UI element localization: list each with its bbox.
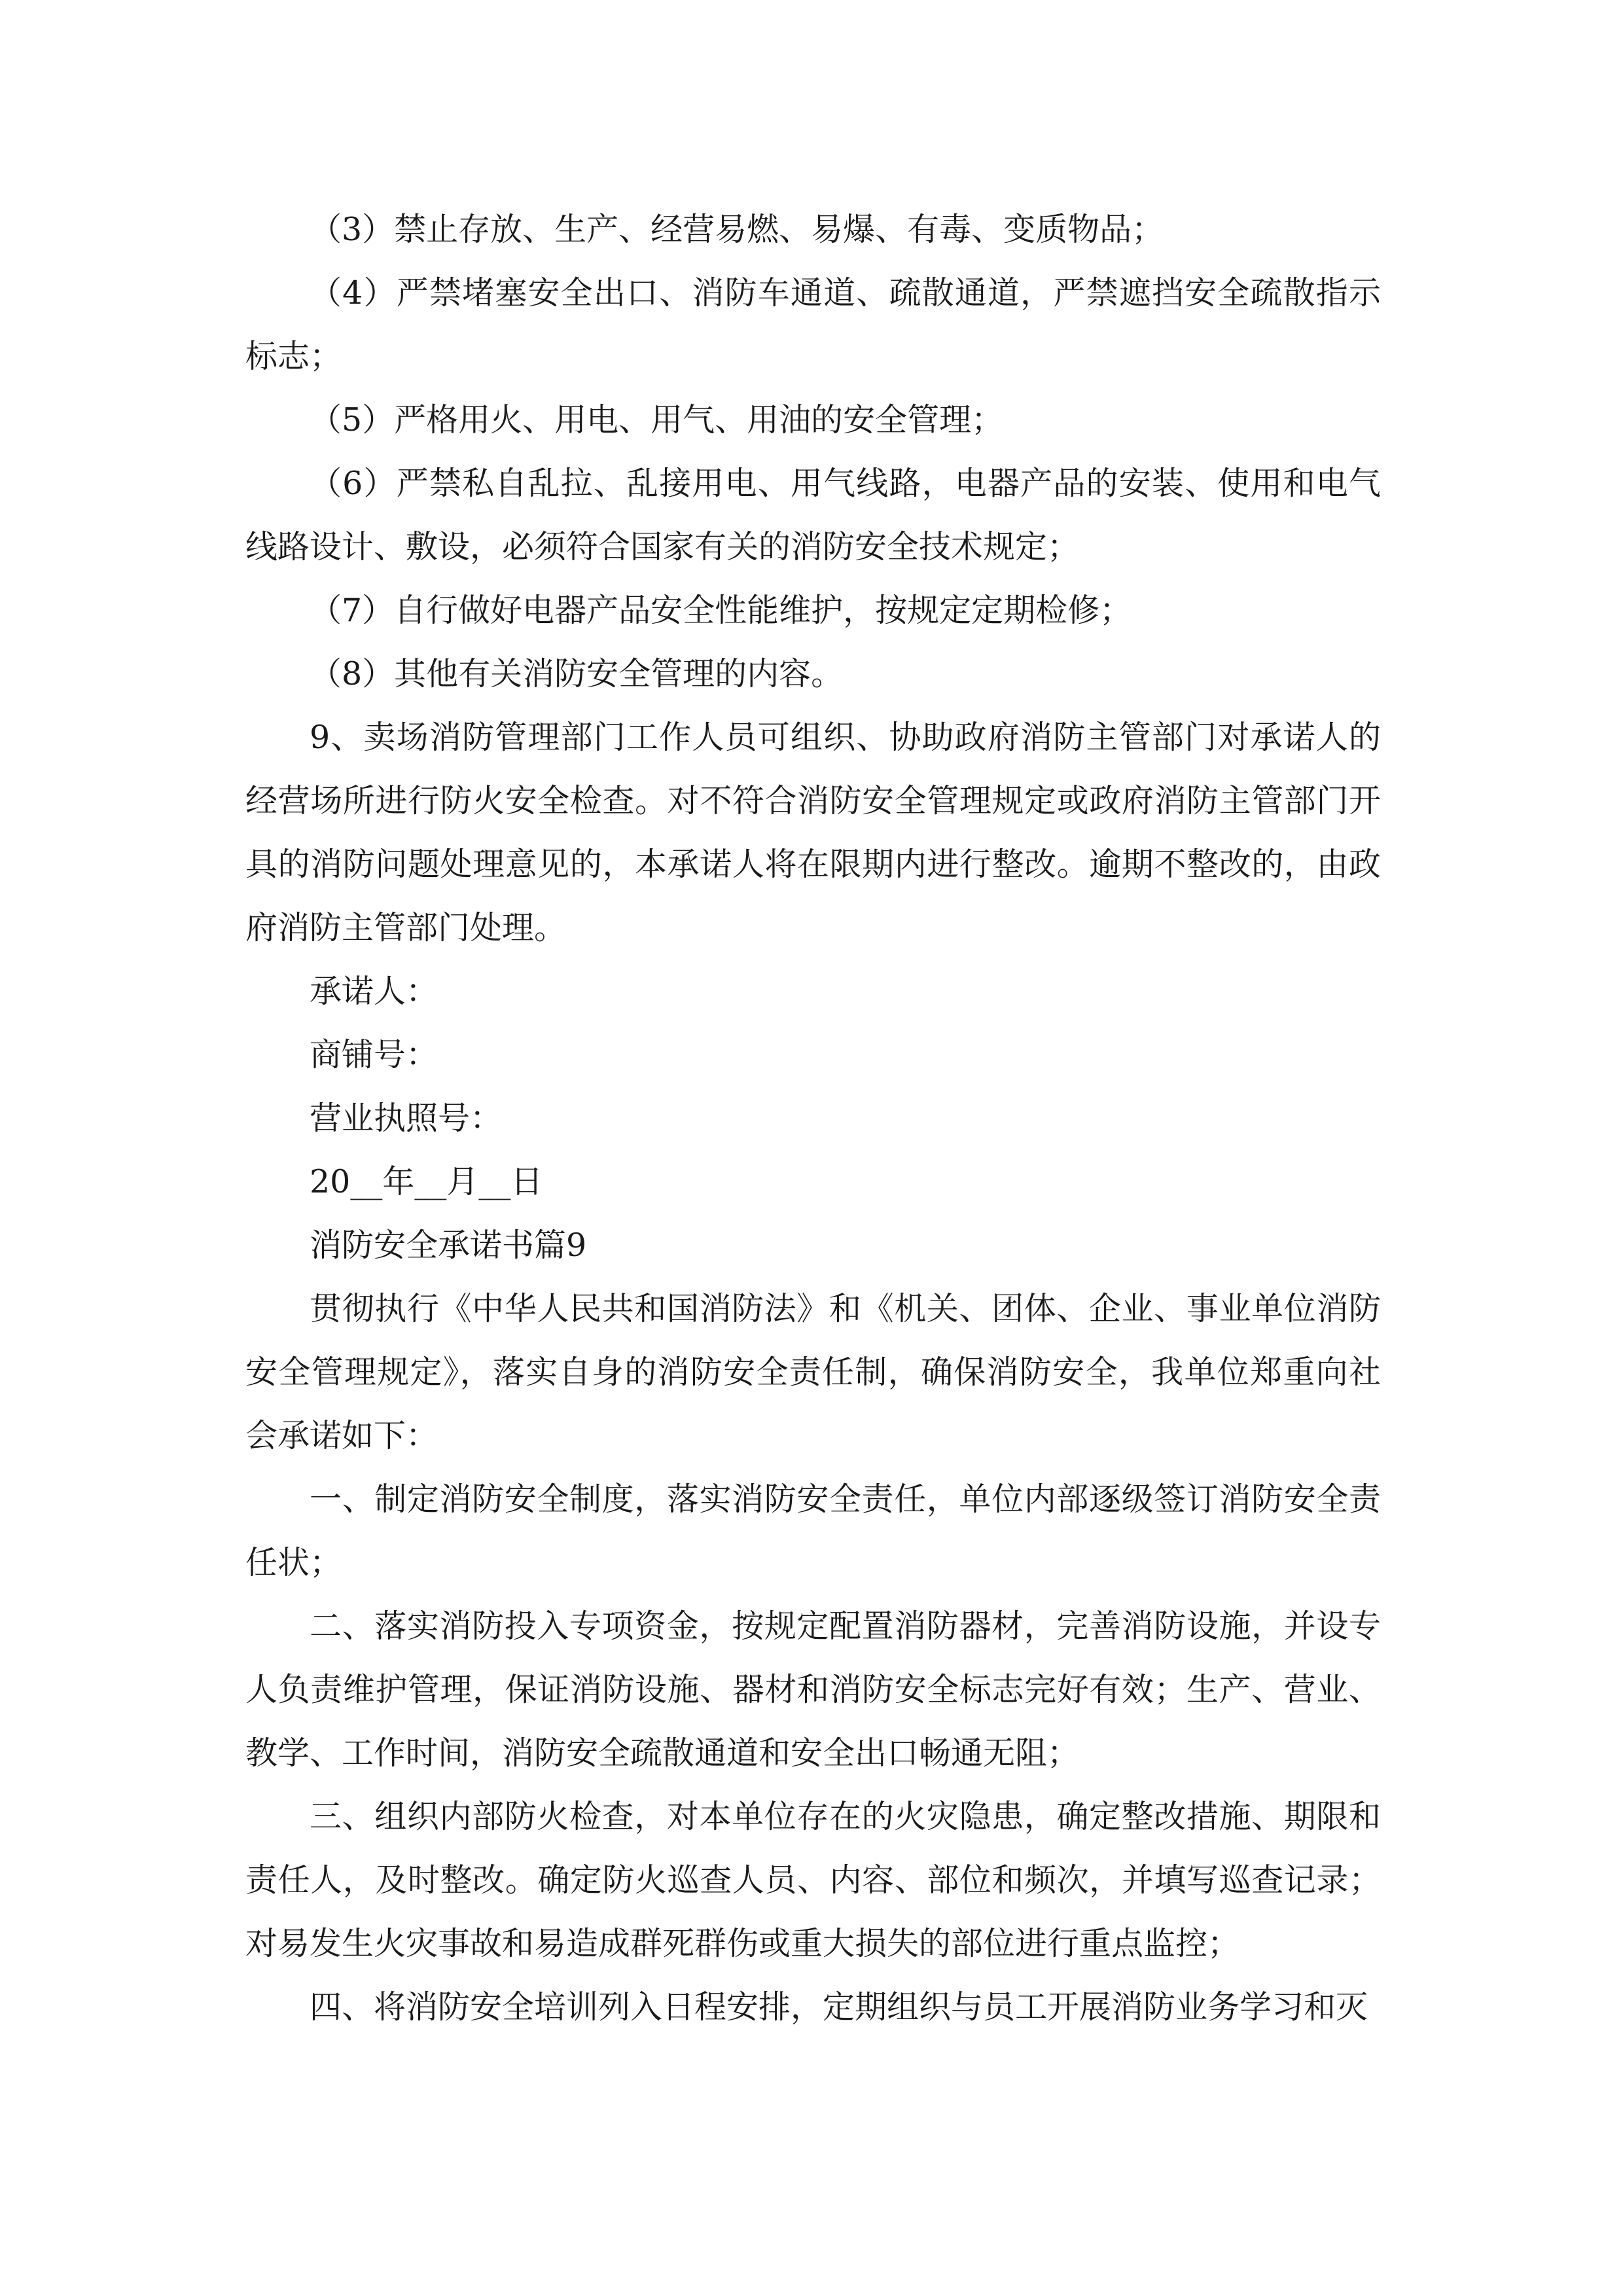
signature-date: 20__年__月__日: [310, 1163, 543, 1200]
signature-promisor: 承诺人：: [310, 973, 438, 1010]
section-title: 消防安全承诺书篇9: [310, 1227, 587, 1264]
paragraph-item-8: （8）其他有关消防安全管理的内容。: [310, 655, 844, 692]
paragraph-item-7: （7）自行做好电器产品安全性能维护，按规定定期检修；: [310, 592, 1132, 629]
paragraph-intro: 贯彻执行《中华人民共和国消防法》和《机关、团体、企业、事业单位消防安全管理规定》，落实自身的消防安全责任制，确保消防安全，我单位郑重向社会承诺如下：: [245, 1290, 1381, 1454]
paragraph-point-4: 四、将消防安全培训列入日程安排，定期组织与员工开展消防业务学习和灭: [310, 1988, 1368, 2026]
paragraph-point-3: 三、组织内部防火检查，对本单位存在的火灾隐患，确定整改措施、期限和责任人，及时整改。确定防火巡查人员、内容、部位和频次，并填写巡查记录；对易发生火灾事故和易造成群死群伤或重大损失的部位进行重点监控；: [245, 1798, 1381, 1962]
signature-business-license: 营业执照号：: [310, 1100, 503, 1137]
paragraph-item-3: （3）禁止存放、生产、经营易燃、易爆、有毒、变质物品；: [310, 211, 1164, 248]
paragraph-point-2: 二、落实消防投入专项资金，按规定配置消防器材，完善消防设施，并设专人负责维护管理，保证消防设施、器材和消防安全标志完好有效；生产、营业、教学、工作时间，消防安全疏散通道和安全出口畅通无阻；: [245, 1607, 1381, 1772]
paragraph-item-4: （4）严禁堵塞安全出口、消防车通道、疏散通道，严禁遮挡安全疏散指示标志；: [245, 274, 1381, 375]
document-body: [245, 198, 1381, 2039]
paragraph-item-6: （6）严禁私自乱拉、乱接用电、用气线路，电器产品的安装、使用和电气线路设计、敷设，必须符合国家有关的消防安全技术规定；: [245, 465, 1381, 565]
paragraph-point-1: 一、制定消防安全制度，落实消防安全责任，单位内部逐级签订消防安全责任状；: [245, 1480, 1381, 1581]
signature-shop-number: 商铺号：: [310, 1036, 438, 1073]
paragraph-clause-9: 9、卖场消防管理部门工作人员可组织、协助政府消防主管部门对承诺人的经营场所进行防火安全检查。对不符合消防安全管理规定或政府消防主管部门开具的消防问题处理意见的，本承诺人将在限期内进行整改。逾期不整改的，由政府消防主管部门处理。: [245, 719, 1381, 946]
paragraph-item-5: （5）严格用火、用电、用气、用油的安全管理；: [310, 401, 1004, 439]
